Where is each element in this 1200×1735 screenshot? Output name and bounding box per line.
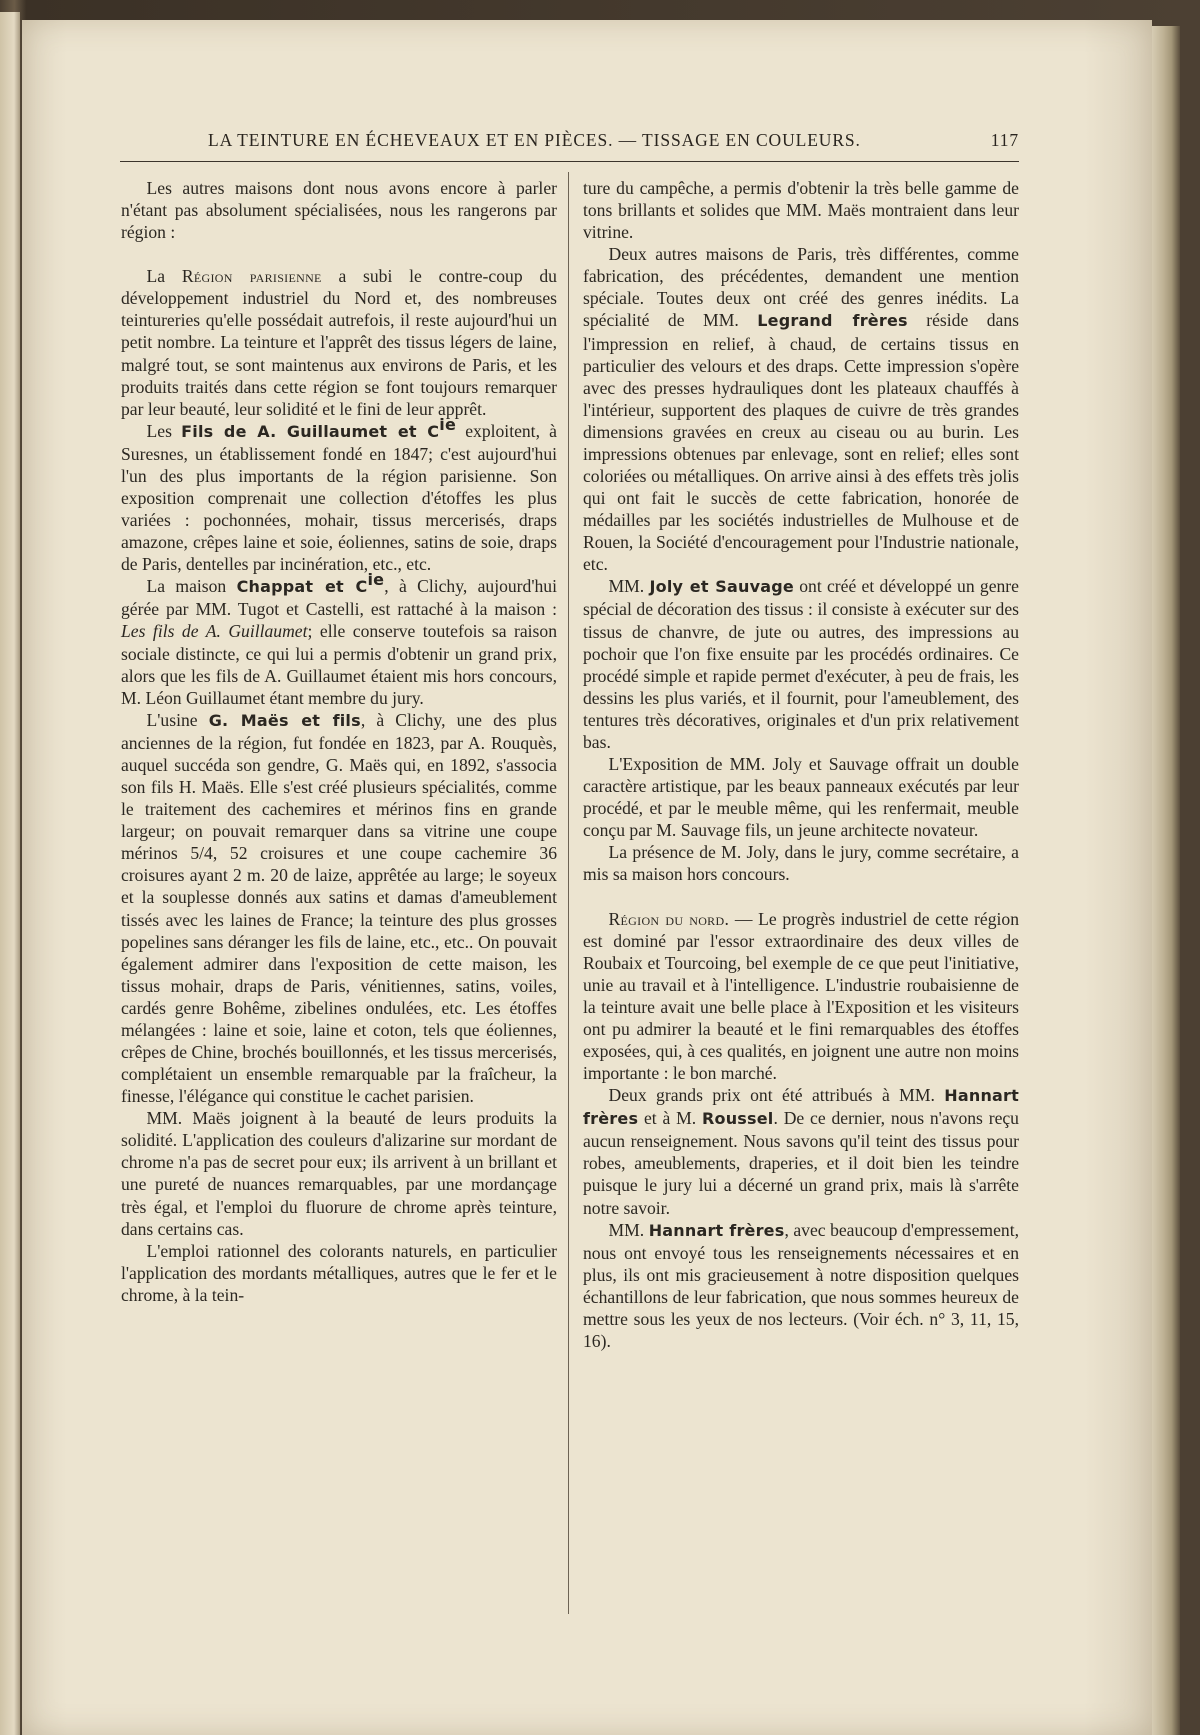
paragraph: L'usine G. Maës et fils, à Clichy, une des plus anciennes de la région, fut fondée en 1823, par A. Rouquès, auquel succéda son gendre, G. Maës qui, en 1892, s'associa son fils H. Maës. Elle s'est créé plusieurs spécialités, comme le traitement des cachemires et mérinos fins en grande largeur; on pouvait remarquer dans sa vitrine une coupe mérinos 5/4, 52 croisures et une coupe cachemire 36 croisures ayant 2 m. 20 de laize, apprêtée au large; le soyeux et la souplesse donnés aux satins et damas d'ameublement tissés avec les laines de France; la teinture des plus grosses popelines sans déranger les fils de laine, etc., etc.. On pouvait également admirer dans l'exposition de cette maison, les tissus mohair, draps de Paris, vénitiennes, satins, voiles, cardés genre Bohême, zibelines ondulées, etc. Les étoffes mélangées : laine et soie, laine et coton, tels que éoliennes, crêpes de Chine, brochés bouillonnés, et les tissus mercerisés, complétaient un ensemble remarquable par la fraîcheur, la finesse, l'élégance qui constitue le cachet parisien. [121, 709, 558, 1107]
column-rule [568, 172, 569, 1614]
company-name: Legrand frères [757, 311, 908, 331]
paragraph: La présence de M. Joly, dans le jury, comme secrétaire, a mis sa maison hors concours. [583, 842, 1019, 885]
paragraph: Deux grands prix ont été attribués à MM. Hannart frères et à M. Roussel. De ce dernier, nous n'avons reçu aucun renseignement. Nous savons qu'il teint des tissus pour robes, ameublements, draperies, et il doit bien les teindre puisque le jury lui a décerné un grand prix, mais là s'arrête notre savoir. [583, 1085, 1019, 1218]
paragraph: La maison Chappat et $C^{ie}$, à Clichy, aujourd'hui gérée par MM. Tugot et Castelli, est rattaché à la maison : Les fils de A. Guillaumet; elle conserve toutefois sa raison sociale distincte, ce qui lui a permis d'obtenir un grand prix, alors que les fils de A. Guillaumet étaient mis hors concours, M. Léon Guillaumet étant membre du jury. [121, 570, 557, 708]
section-heading: Région parisienne [181, 266, 322, 287]
company-name: G. Maës et fils [208, 710, 361, 730]
paragraph: ture du campêche, a permis d'obtenir la très belle gamme de tons brillants et solides que MM. Maës montraient dans leur vitrine. [583, 178, 1019, 243]
left-column [121, 177, 557, 1306]
company-name: Joly et Sauvage [649, 577, 794, 597]
paragraph: MM. Hannart frères, avec beaucoup d'empressement, nous ont envoyé tous les renseignements nécessaires et en plus, ils ont mis gracieusement à notre disposition quelques échantillons de leur fabrication, que nous sommes heureux de mettre sous les yeux de nos lecteurs. (Voir éch. n° 3, 11, 15, 16). [583, 1219, 1019, 1351]
paragraph: MM. Maës joignent à la beauté de leurs produits la solidité. L'application des couleurs d'alizarine sur mordant de chrome n'a pas de secret pour eux; ils arrivent à un brillant et une pureté de nuances remarquables, par une mordançage très égal, et l'emploi du fluorure de chrome après teinture, dans certains cas. [121, 1108, 557, 1239]
section-heading: Région du nord. [608, 908, 730, 929]
paragraph: L'emploi rationnel des colorants naturels, en particulier l'application des mordants métalliques, autres que le fer et le chrome, à la tein- [121, 1240, 557, 1305]
paragraph: Les Fils de A. Guillaumet et $C^{ie}$ exploitent, à Suresnes, un établissement fondé en 1847; c'est aujourd'hui l'un des plus importants de la région parisienne. Son exposition comprenait une collection d'étoffes les plus variées : pochonnées, mohair, tissus mercerisés, draps amazone, crêpes laine et soie, éoliennes, satins de soie, draps de Paris, dentelles par incinération, etc., etc. [121, 414, 557, 575]
running-header [208, 125, 1019, 151]
paragraph: MM. Joly et Sauvage ont créé et développé un genre spécial de décoration des tissus : il consiste à exécuter sur des tissus de chanvre, de jute ou autres, des impressions au pochoir que l'on fixe ensuite par les procédés ordinaires. Ce procédé simple et rapide permet d'exécuter, à peu de frais, les dessins les plus variés, et il fournit, pour l'ameublement, des tentures très décoratives, originales et d'un prix relativement bas. [583, 576, 1019, 752]
paragraph: Deux autres maisons de Paris, très différentes, comme fabrication, des précédentes, demandent une mention spéciale. Toutes deux ont créé des genres inédits. La spécialité de MM. Legrand frères réside dans l'impression en relief, à chaud, de certains tissus en particulier des velours et des draps. Cette impression s'opère avec des presses hydrauliques dont les plateaux chauffés à l'intérieur, supportent des plaques de cuivre de très grandes dimensions gravées en creux au ciseau ou au burin. Les impressions obtenues par enlevage, sont en relief; elles sont coloriées ou métalliques. On arrive ainsi à des effets très jolis qui ont fait le succès de cette fabrication, honorée de médailles par les sociétés industrielles de Mulhouse et de Rouen, la Société d'encouragement pour l'Industrie nationale, etc. [583, 244, 1020, 575]
running-title: LA TEINTURE EN ÉCHEVEAUX ET EN PIÈCES. — TISSAGE EN COULEURS. [208, 130, 861, 150]
company-name: Hannart frères [583, 1086, 1019, 1129]
previous-page-edge [0, 12, 20, 1735]
company-name: Hannart frères [648, 1220, 785, 1240]
company-name: Fils de A. Guillaumet et C [181, 421, 440, 441]
paragraph: Les autres maisons dont nous avons encore à parler n'étant pas absolument spécialisées, nous les rangerons par région : [121, 178, 557, 243]
paragraph: Région du nord. — Le progrès industriel de cette région est dominé par l'essor extraordinaire des deux villes de Roubaix et Tourcoing, bel exemple de ce que peut l'initiative, unie au travail et à l'intelligence. L'industrie roubaisienne de la teinture avait une belle place à l'Exposition et les visiteurs ont pu admirer la beauté et le fini remarquables des étoffes exposées, qui, à ces qualités, en joignent une autre non moins importante : le bon marché. [583, 908, 1019, 1084]
company-name: Chappat et C [236, 577, 368, 597]
company-name: Roussel [702, 1109, 774, 1129]
right-column [583, 177, 1019, 1352]
page-number: 117 [990, 130, 1019, 150]
paragraph: L'Exposition de MM. Joly et Sauvage offrait un double caractère artistique, par les beaux panneaux exécutés par leur procédé, et par le meuble même, qui les renfermait, meuble conçu par M. Sauvage fils, un jeune architecte novateur. [583, 754, 1019, 841]
paragraph: La Région parisienne a subi le contre-coup du développement industriel du Nord et, des nombreuses teintureries qu'elle possédait autrefois, il reste aujourd'hui un petit nombre. La teinture et l'apprêt des tissus légers de laine, malgré tout, se sont maintenus aux environs de Paris, et les produits traités dans cette région se font toujours remarquer par leur beauté, leur solidité et le fini de leur apprêt. [121, 266, 557, 419]
header-rule [120, 161, 1019, 162]
page-stack-edge [1152, 26, 1180, 1735]
